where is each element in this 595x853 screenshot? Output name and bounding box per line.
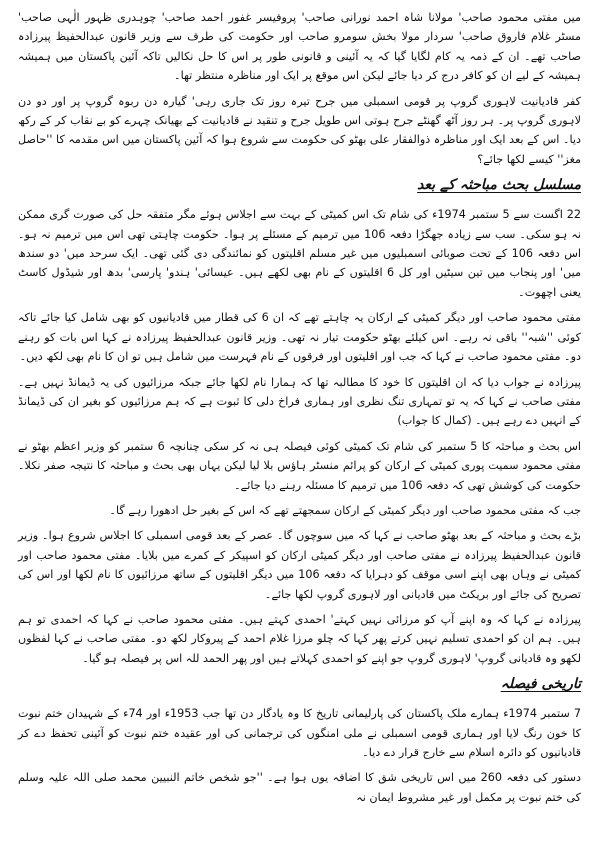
paragraph-incomplete-solution: جب کہ مفتی محمود صاحب اور دیگر کمیٹی کے ارکان سمجھتے تھے کہ اس کے بغیر حل ادھورا رہے گا۔ <box>109 503 581 517</box>
heading-historic-decision: تاریخی فیصلہ <box>500 676 581 693</box>
paragraph-cross-examination: کفر قادیانیت لاہوری گروپ پر قومی اسمبلی میں جرح تیرہ روز تک جاری رہی' گیارہ دن ربوہ گروپ پر اور دو دن لاہوری گروپ پر۔ ہر روز آٹھ گھنٹے جرح ہوتی اس طویل جرح و تنقید نے قادیانیت کے بھیانک چہرے کو بے نقاب کر کے رکھ دیا۔ اس کے بعد ایک اور مناظرہ ذوالفقار علی بھٹو کی حکومت سے شروع ہوا کہ آئین پاکستان میں اس مقدمہ کا ''حاصل مغز'' کیسے لکھا جائے؟ <box>18 94 581 166</box>
paragraph-pm-house-meeting: اس بحث و مباحثہ کا 5 ستمبر کی شام تک کمیٹی کوئی فیصلہ ہی نہ کر سکی چنانچہ 6 ستمبر کو وزیر اعظم بھٹو نے مفتی محمود سمیت پوری کمیٹی کے ارکان کو پرائم منسٹر ہاؤس بلا لیا لیکن یہاں بھی بحث و مباحثہ کا نتیجہ صفر نکلا۔ حکومت کی کوشش تھی کہ دفعہ 106 میں ترمیم کا مسئلہ رہنے دیا جائے۔ <box>18 439 581 492</box>
paragraph-article-260: دستور کی دفعہ 260 میں اس تاریخی شق کا اضافہ یوں ہوا ہے۔ ''جو شخص خاتم النبیین محمد صلی اللہ علیہ وسلم کی ختم نبوت پر مکمل اور غیر مشروط ایمان نہ <box>18 771 582 804</box>
paragraph-article-106-dispute: 22 اگست سے 5 ستمبر 1974ء کی شام تک اس کمیٹی کے بہت سے اجلاس ہوئے مگر متفقہ حل کی صورت گری ممکن نہ ہو سکی۔ سب سے زیادہ جھگڑا دفعہ 106 میں ترمیم کے مسئلے پر ہوا۔ حکومت چاہتی تھی اس میں ترمیم نہ ہو۔ اس دفعہ 106 کے تحت صوبائی اسمبلیوں میں غیر مسلم اقلیتوں کو نمائندگی دی گئی تھی۔ ایک سرحد میں' دو سندھ میں' اور پنجاب میں تین سیٹیں اور کل 6 اقلیتوں کے نام بھی لکھے ہیں۔ عیسائی' ہندو' پارسی' بدھ اور شیڈول کاسٹ یعنی اچھوت۔ <box>18 208 581 299</box>
paragraph-committee-members: میں مفتی محمود صاحب' مولانا شاہ احمد نورانی صاحب' پروفیسر غفور احمد صاحب' چوہدری ظہور الٰہی صاحب' مسٹر غلام فاروق صاحب' سردار مولا بخش سومرو صاحب اور حکومت کی طرف سے وزیر قانون عبدالحفیظ پیرزادہ صاحب تھے۔ ان کے ذمہ یہ کام لگایا گیا کہ یہ آئینی و قانونی طور پر اس کا حل نکالیں تاکہ آئین پاکستان میں ہمیشہ ہمیشہ کے لیے ان کو کافر درج کر دیا جائے لیکن اس موقع پر ایک اور مناظرہ منتظر تھا۔ <box>18 11 582 83</box>
heading-continuous-debate: مسلسل بحث مباحثہ کے بعد <box>417 177 581 194</box>
paragraph-committee-demand: مفتی محمود صاحب اور دیگر کمیٹی کے ارکان یہ چاہتے تھے کہ ان 6 کی قطار میں قادیانیوں کو بھی شامل کیا جائے تاکہ کوئی ''شبہ'' باقی نہ رہے۔ اس کیلئے بھٹو حکومت تیار نہ تھی۔ وزیر قانون عبدالحفیظ پیرزادہ نے کہا اس بات کو رہنے دو۔ مفتی محمود صاحب نے کہا کہ جب اور اقلیتوں اور فرقوں کے نام فہرست میں شامل ہیں تو ان کا نام بھی لکھ دیں۔ <box>18 311 582 364</box>
paragraph-final-agreement: پیرزادہ نے کہا کہ وہ اپنے آپ کو مرزائی نہیں کہتے' احمدی کہتے ہیں۔ مفتی محمود صاحب نے کہا کہ احمدی تو ہم ہیں۔ ہم ان کو احمدی تسلیم نہیں کرتے پھر کہا کہ چلو مرزا غلام احمد کے پیروکار لکھ دو۔ مفتی صاحب نے کہا لفظوں لکھو وہ قادیانی گروپ' لاہوری گروپ جو اپنے کو احمدی کہلاتے ہیں اور پھر الحمد للہ اس پر فیصلہ ہو گیا۔ <box>18 612 581 665</box>
paragraph-speaker-room: بڑے بحث و مباحثہ کے بعد بھٹو صاحب نے کہا کہ میں سوچوں گا۔ عصر کے بعد قومی اسمبلی کا اجلاس شروع ہوا۔ وزیر قانون عبدالحفیظ پیرزادہ نے مفتی صاحب اور دیگر کمیٹی ارکان کو اسپیکر کے کمرے میں بلایا۔ مفتی محمود صاحب اور کمیٹی نے وہاں بھی اپنے اسی موقف کو دہرایا کہ دفعہ 106 میں دیگر اقلیتوں کے ساتھ مرزائیوں کا نام لکھا اور اس کی تصریح کی جائے اور بریکٹ میں قادیانی اور لاہوری گروپ لکھا جائے۔ <box>18 529 581 601</box>
paragraph-pirzada-reply: پیرزادہ نے جواب دیا کہ ان اقلیتوں کا خود کا مطالبہ تھا کہ ہمارا نام لکھا جائے جبکہ مرزائیوں کی یہ ڈیمانڈ نہیں ہے۔ مفتی صاحب نے کہا کہ یہ تو تمہاری تنگ نظری اور ہماری فراخ دلی کا ثبوت ہے کہ ہم مرزائیوں کو بغیر ان کی ڈیمانڈ کے انہیں دے رہے ہیں۔ (کمال کا جواب) <box>18 375 581 428</box>
paragraph-september-7: 7 ستمبر 1974ء ہمارے ملک پاکستان کی پارلیمانی تاریخ کا وہ یادگار دن تھا جب 1953ء اور 74ء کے شہیدان ختم نبوت کا خون رنگ لایا اور ہماری قومی اسمبلی نے ملی امنگوں کی ترجمانی کی اور عقیدہ ختم نبوت کو آئینی تحفظ دے کر قادیانیوں کو دائرہ اسلام سے خارج قرار دے دیا۔ <box>18 707 581 759</box>
